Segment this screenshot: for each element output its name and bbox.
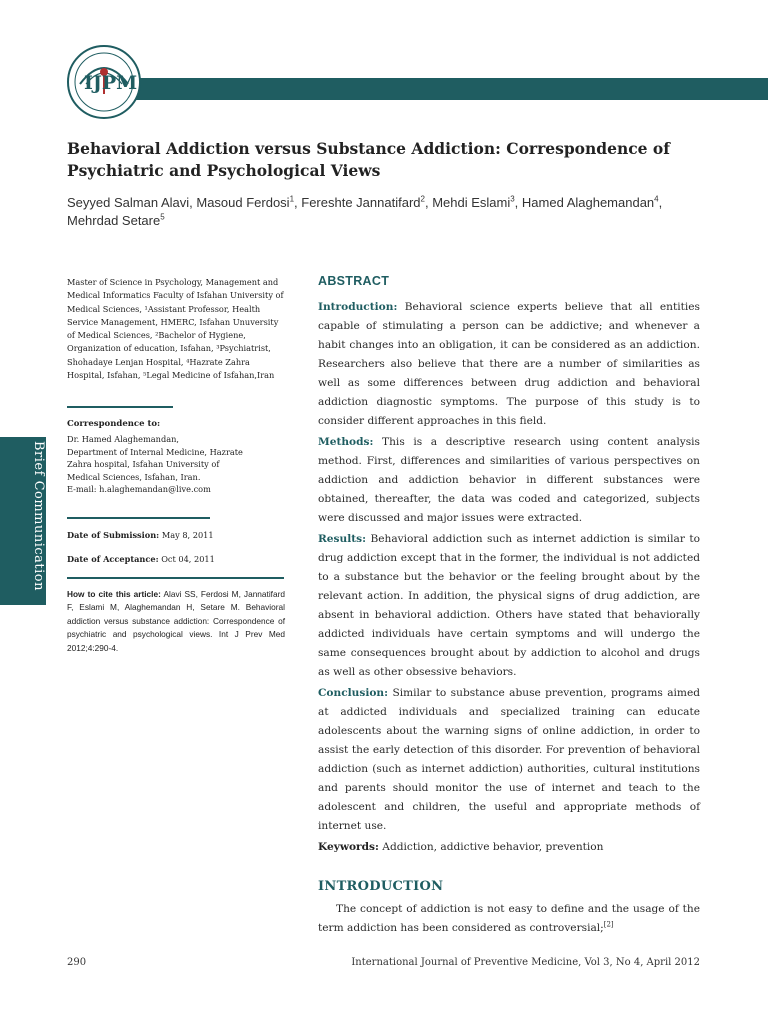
section-label: Results:: [318, 533, 367, 545]
header-bar: [118, 78, 768, 100]
introduction-heading: INTRODUCTION: [318, 879, 444, 894]
section-text: Behavioral science experts believe that all entities capable of stimulating a person can be addictive; and whenever a habit changes into an obligation, it can be considered as an addiction. Researchers also believe that there are a number of similarities as well as some differences between drug addiction and behavioral addiction diagnostic symptoms. The purpose of this study is to consider different approaches in this field.: [318, 301, 700, 427]
abstract-introduction: [318, 298, 700, 431]
author-list: Seyyed Salman Alavi, Masoud Ferdosi$^1$, Fereshte Jannatifard$^2$, Mehdi Eslami$^3$, Hamed Alaghemandan$^4$, Mehrdad Setare$^5$: [67, 194, 663, 228]
section-text: This is a descriptive research using content analysis method. First, differences and similarities of various perspectives on addiction and addiction behavior in different substances were obtained, thereafter, the data was coded and categorized, subjects were discussed and major issues were extracted.: [318, 436, 700, 524]
abstract-methods: [318, 433, 700, 528]
section-label: Methods:: [318, 436, 374, 448]
submission-date: May 8, 2011: [161, 530, 214, 540]
correspondence-line: Medical Sciences, Isfahan, Iran.: [67, 471, 201, 482]
acceptance-date: Oct 04, 2011: [161, 554, 215, 564]
article-title: Behavioral Addiction versus Substance Addiction: Correspondence of Psychiatric and Psychological Views: [67, 139, 670, 180]
author-affil-mark: 4: [654, 194, 659, 204]
logo-text: IJPM: [84, 72, 138, 94]
author-name: Mehrdad Setare: [67, 213, 161, 228]
reference-link[interactable]: [2]: [603, 920, 614, 929]
introduction-body: [318, 900, 700, 938]
correspondence-line: Dr. Hamed Alaghemandan,: [67, 434, 179, 444]
correspondence-line: Department of Internal Medicine, Hazrate: [67, 446, 243, 457]
section-text: Similar to substance abuse prevention, programs aimed at addicted individuals and specialized training can educate adolescents about the warning signs of online addiction, in order to assist the early detection of this disorder. For prevention of behavioral addiction (such as internet addiction) authorities, cultural institutions and parents should monitor the use of internet and teach to the adolescent and children, the useful and appropriate methods of internet use.: [318, 687, 700, 832]
divider: [67, 406, 173, 408]
correspondence-block: [67, 433, 287, 496]
affiliations: Master of Science in Psychology, Management and Medical Informatics Faculty of Isfahan University of Medical Sciences, ¹Assistant Professor, Health Service Management, HMERC, Isfahan Unuversity of Medical Sciences, ²Bachelor of Hygiene, Organization of education, Isfahan, ³Psychiatrist, Shohadaye Lenjan Hospital, ⁴Hazrate Zahra Hospital, Isfahan, ⁵Legal Medicine of Isfahan,Iran: [67, 277, 284, 381]
author-affil-mark: 2: [420, 194, 425, 204]
introduction-text: The concept of addiction is not easy to define and the usage of the term addiction has been considered as controversial;: [318, 903, 700, 934]
section-label: Conclusion:: [318, 687, 389, 699]
author-name: Seyyed Salman Alavi: [67, 195, 190, 210]
abstract-results: [318, 530, 700, 682]
acceptance-label: Date of Acceptance:: [67, 554, 159, 564]
submission-label: Date of Submission:: [67, 530, 160, 540]
author-name: Fereshte Jannatifard: [301, 195, 421, 210]
abstract-body: [318, 298, 700, 859]
correspondence-email[interactable]: E-mail: h.alaghemandan@live.com: [67, 484, 211, 495]
page-number: 290: [67, 957, 87, 968]
abstract-keywords: [318, 838, 700, 857]
submission-date-line: [67, 530, 214, 540]
cite-text: Alavi SS, Ferdosi M, Jannatifard F, Eslami M, Alaghemandan H, Setare M. Behavioral addiction versus substance addiction: Correspondence of psychiatric and psychological views. Int J Prev Med 2012;4:290-4.: [67, 589, 285, 653]
keywords-text: Addiction, addictive behavior, prevention: [382, 841, 604, 853]
author-name: Mehdi Eslami: [432, 195, 511, 210]
article-type-label: Brief Communication: [31, 441, 46, 592]
section-label: Introduction:: [318, 301, 398, 313]
journal-citation: International Journal of Preventive Medicine, Vol 3, No 4, April 2012: [351, 957, 700, 968]
divider: [67, 577, 284, 579]
author-name: Masoud Ferdosi: [196, 195, 290, 210]
keywords-label: Keywords:: [318, 841, 379, 853]
author-affil-mark: 3: [510, 194, 515, 204]
author-name: Hamed Alaghemandan: [521, 195, 655, 210]
author-affil-mark: 5: [160, 212, 165, 222]
author-affil-mark: 1: [289, 194, 295, 204]
journal-logo: [66, 44, 142, 120]
section-text: Behavioral addiction such as internet addiction is similar to drug addiction except that in the former, the individual is not addicted to a substance but the behavior or the feeling brought about by the relevant action. In addition, the physical signs of drug addiction, are absent in behavioral addiction. Others have stated that behaviorally addicted individuals have certain symptoms and will undergo the same consequences brought about by addiction to alcohol and drugs as well as other obsessive behaviors.: [318, 533, 700, 678]
correspondence-line: Zahra hospital, Isfahan University of: [67, 459, 220, 470]
citation-block: [67, 588, 285, 655]
article-type-tab: [0, 437, 46, 605]
acceptance-date-line: [67, 554, 215, 564]
abstract-conclusion: [318, 684, 700, 836]
abstract-heading: ABSTRACT: [318, 274, 390, 288]
correspondence-label: Correspondence to:: [67, 419, 161, 429]
cite-label: How to cite this article:: [67, 589, 161, 599]
divider: [67, 517, 210, 519]
